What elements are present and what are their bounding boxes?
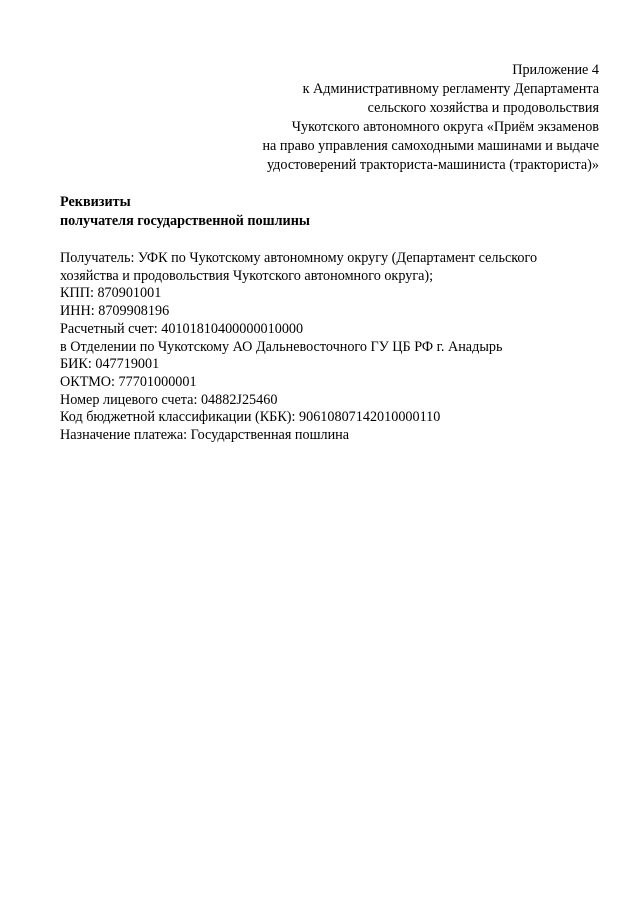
appendix-line: Приложение 4: [512, 62, 599, 78]
recipient-line-2: хозяйства и продовольствия Чукотского автономного округа);: [60, 267, 434, 284]
inn-line: ИНН: 8709908196: [60, 303, 170, 320]
document-title: [60, 193, 310, 231]
recipient-line-1: Получатель: УФК по Чукотскому автономному округу (Департамент сельского: [60, 250, 538, 266]
personal-account-line: Номер лицевого счета: 04882J25460: [60, 391, 278, 408]
purpose-line: Назначение платежа: Государственная пошлина: [60, 427, 350, 444]
bik-line: БИК: 047719001: [60, 356, 160, 373]
bank-line: в Отделении по Чукотскому АО Дальневосточного ГУ ЦБ РФ г. Анадырь: [60, 338, 503, 355]
kpp-line: КПП: 870901001: [60, 285, 162, 302]
payment-details: [60, 250, 590, 445]
appendix-line: к Административному регламенту Департамента: [302, 81, 599, 98]
appendix-line: на право управления самоходными машинами и выдаче: [262, 138, 599, 155]
appendix-header: [179, 61, 599, 176]
appendix-line: Чукотского автономного округа «Приём экзаменов: [291, 119, 599, 136]
title-line-2: получателя государственной пошлины: [60, 213, 310, 229]
oktmo-line: ОКТМО: 77701000001: [60, 373, 197, 390]
appendix-line: удостоверений тракториста-машиниста (тракториста)»: [266, 157, 599, 174]
title-line-1: Реквизиты: [60, 194, 131, 210]
account-line: Расчетный счет: 40101810400000010000: [60, 320, 304, 337]
kbk-line: Код бюджетной классификации (КБК): 90610807142010000110: [60, 409, 441, 426]
appendix-line: сельского хозяйства и продовольствия: [367, 100, 599, 117]
